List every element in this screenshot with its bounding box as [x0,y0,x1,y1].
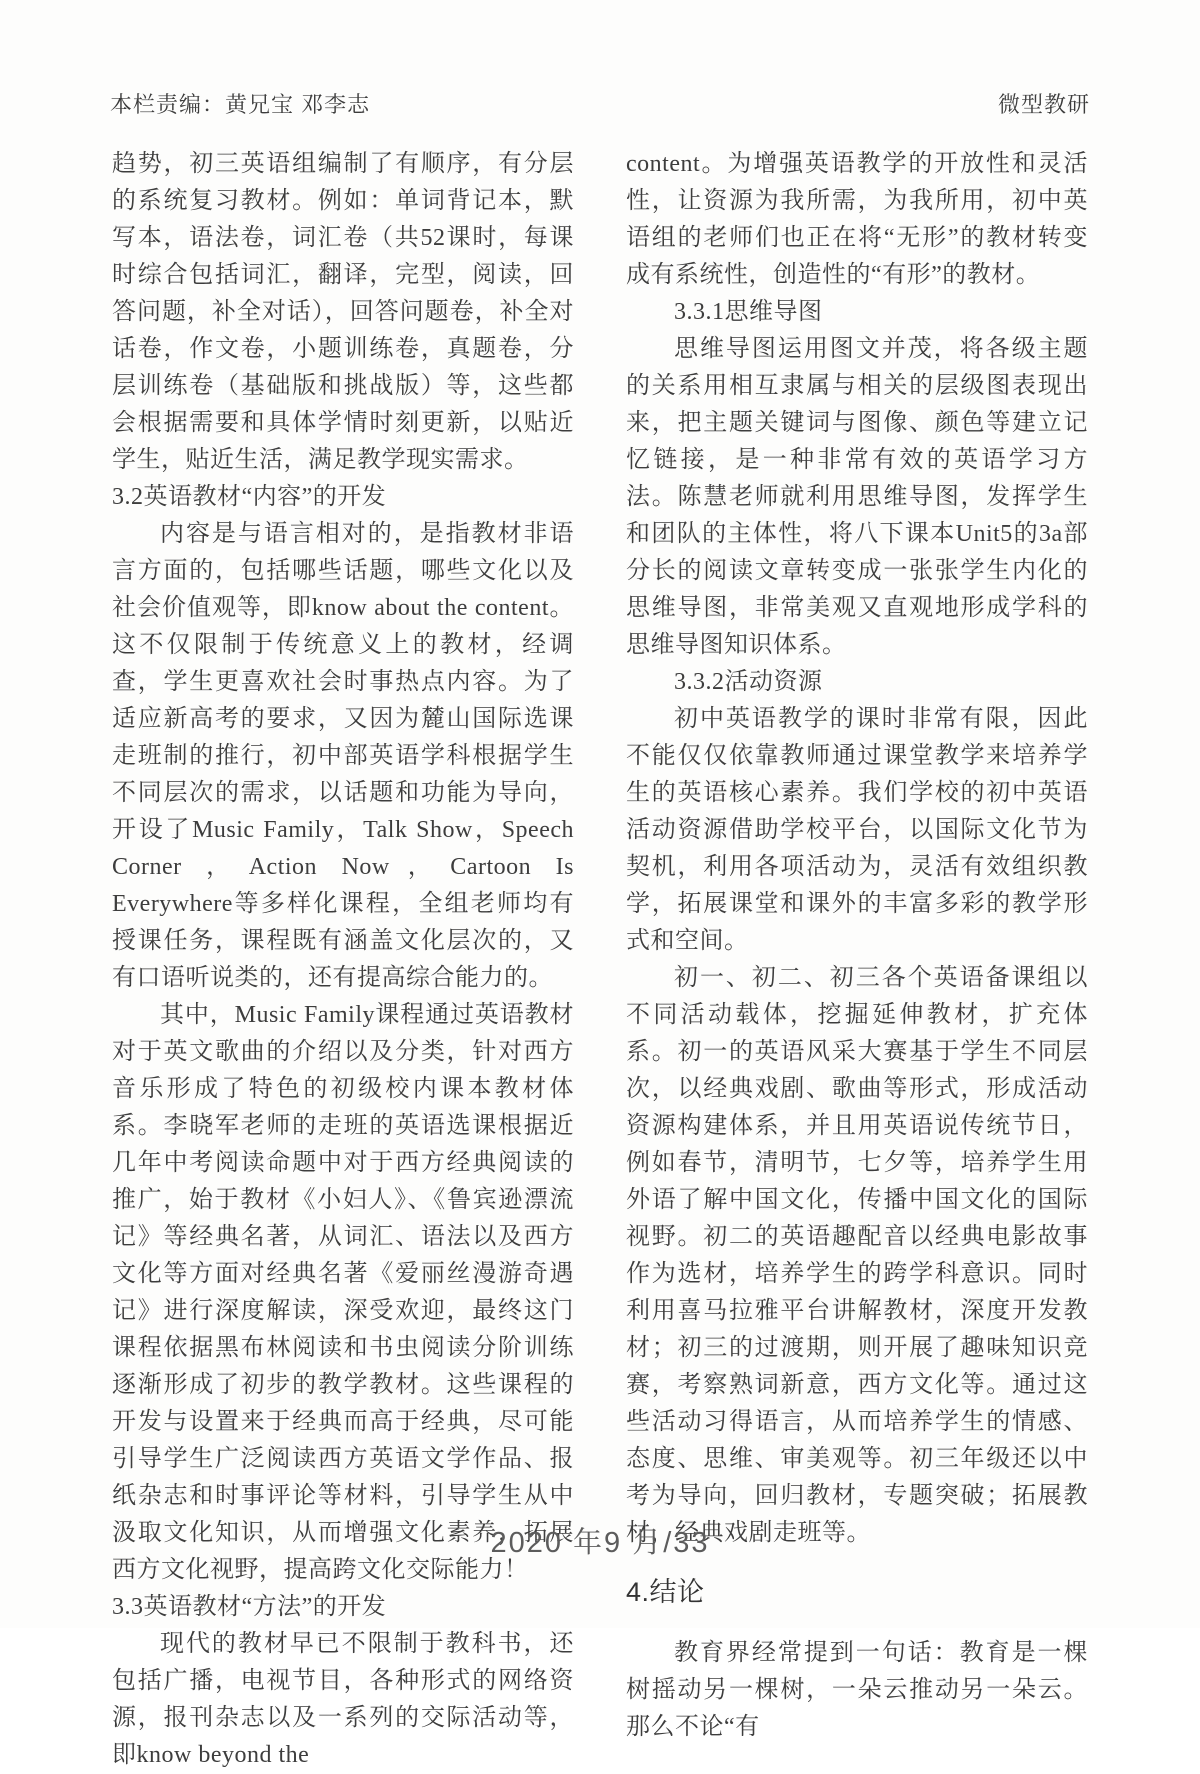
text-column-right [626,146,1088,1746]
page-footer [0,1520,1200,1561]
editors-credit: 本栏责编：黄兄宝 邓李志 [110,92,371,117]
paragraph: 现代的教材早已不限制于教科书，还包括广播，电视节目，各种形式的网络资源，报刊杂志以及一系列的交际活动等，即know beyond the [112,1631,574,1768]
subsection-heading-3-3-2: 3.3.2活动资源 [674,669,823,695]
paragraph: 其中，Music Family课程通过英语教材对于英文歌曲的介绍以及分类，针对西方音乐形成了特色的初级校内课本教材体系。李晓军老师的走班的英语选课根据近几年中考阅读命题中对于西方经典阅读的推广，始于教材《小妇人》、《鲁宾逊漂流记》等经典名著，从词汇、语法以及西方文化等方面对经典名著《爱丽丝漫游奇遇记》进行深度解读，深受欢迎，最终这门课程依据黑布林阅读和书虫阅读分阶训练逐渐形成了初步的教学教材。这些课程的开发与设置来于经典而高于经典，尽可能引导学生广泛阅读西方英语文学作品、报纸杂志和时事评论等材料，引导学生从中汲取文化知识，从而增强文化素养，拓展西方文化视野，提高跨文化交际能力！ [112,1002,574,1583]
paragraph: 思维导图运用图文并茂，将各级主题的关系用相互隶属与相关的层级图表现出来，把主题关键词与图像、颜色等建立记忆链接，是一种非常有效的英语学习方法。陈慧老师就利用思维导图，发挥学生和团队的主体性，将八下课本Unit5的3a部分长的阅读文章转变成一张张学生内化的思维导图，非常美观又直观地形成学科的思维导图知识体系。 [626,336,1088,658]
page-number: 2020 年9 月/33 [490,1527,710,1559]
paragraph: 教育界经常提到一句话：教育是一棵树摇动另一棵树，一朵云推动另一朵云。那么不论“有 [626,1640,1088,1740]
section-heading-3-2: 3.2英语教材“内容”的开发 [112,484,387,510]
paragraph-continuation: content。为增强英语教学的开放性和灵活性，让资源为我所需，为我所用，初中英语组的老师们也正在将“无形”的教材转变成有系统性，创造性的“有形”的教材。 [626,151,1088,288]
paragraph: 初中英语教学的课时非常有限，因此不能仅仅依靠教师通过课堂教学来培养学生的英语核心素养。我们学校的初中英语活动资源借助学校平台，以国际文化节为契机，利用各项活动为，灵活有效组织教学，拓展课堂和课外的丰富多彩的教学形式和空间。 [626,706,1088,954]
column-name: 微型教研 [997,92,1090,117]
paragraph: 初一、初二、初三各个英语备课组以不同活动载体，挖掘延伸教材，扩充体系。初一的英语风采大赛基于学生不同层次，以经典戏剧、歌曲等形式，形成活动资源构建体系，并且用英语说传统节日，例如春节，清明节，七夕等，培养学生用外语了解中国文化，传播中国文化的国际视野。初二的英语趣配音以经典电影故事作为选材，培养学生的跨学科意识。同时利用喜马拉雅平台讲解教材，深度开发教材；初三的过渡期，则开展了趣味知识竞赛，考察熟词新意，西方文化等。通过这些活动习得语言，从而培养学生的情感、态度、思维、审美观等。初三年级还以中考为导向，回归教材，专题突破；拓展教材，经典戏剧走班等。 [626,965,1088,1546]
subsection-heading-3-3-1: 3.3.1思维导图 [674,299,823,325]
paragraph-continuation: 趋势，初三英语组编制了有顺序，有分层的系统复习教材。例如：单词背记本，默写本，语法卷，词汇卷（共52课时，每课时综合包括词汇，翻译，完型，阅读，回答问题，补全对话），回答问题卷，补全对话卷，作文卷，小题训练卷，真题卷，分层训练卷（基础版和挑战版）等，这些都会根据需要和具体学情时刻更新，以贴近学生，贴近生活，满足教学现实需求。 [112,151,574,473]
section-heading-4-conclusion: 4.结论 [626,1577,705,1607]
running-head [110,88,1090,119]
section-heading-3-3: 3.3英语教材“方法”的开发 [112,1594,387,1620]
paragraph: 内容是与语言相对的，是指教材非语言方面的，包括哪些话题，哪些文化以及社会价值观等，即know about the content。这不仅限制于传统意义上的教材，经调查，学生更喜欢社会时事热点内容。为了适应新高考的要求，又因为麓山国际选课走班制的推行，初中部英语学科根据学生不同层次的需求，以话题和功能为导向，开设了Music Family，Talk Show，Speech Corner ，Action Now，Cartoon Is Everywhere等多样化课程，全组老师均有授课任务，课程既有涵盖文化层次的，又有口语听说类的，还有提高综合能力的。 [112,521,574,991]
